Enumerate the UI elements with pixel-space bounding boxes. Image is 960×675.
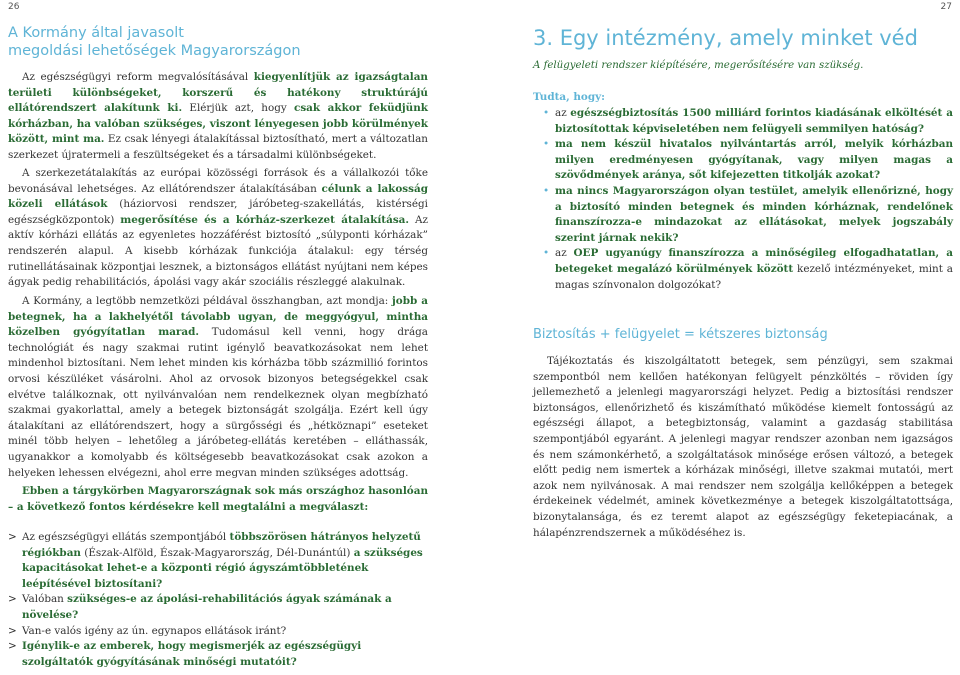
body-text: A Kormány, a legtöbb nemzetközi példával összhangban, azt mondja: [22,295,393,307]
emphasis-text: többszörösen hátrányos helyzetű régiókban [22,531,421,559]
bullet-icon: • [543,107,550,119]
subtitle: A felügyeleti rendszer kiépítésére, megerősítésére van szükség. [533,60,864,71]
arrow-icon: > [8,531,17,543]
page-number-right: 27 [940,2,952,12]
heading-line-1: A Kormány által javasolt [8,25,184,41]
emphasis-text: egészségbiztosítás 1500 milliárd forintos kiadásának elköltését a biztosítottak képviseletében nem felügyeli semmilyen hatóság? [555,107,953,135]
list-item [8,592,428,623]
body-text: Az egészségügyi ellátás szempontjából [22,531,230,543]
body-text: Elérjük azt, hogy [182,102,294,115]
body-text: az [555,247,574,260]
list-item [533,137,953,184]
paragraph-2 [8,166,428,291]
arrow-icon: > [8,593,17,606]
paragraph-1 [8,70,428,164]
body-text: (háziorvosi rendszer, járóbeteg-szakellátás, kistérségi egészségközpontok) [8,198,428,226]
list-item [533,106,953,137]
fact-list [533,106,953,293]
paragraph-right: Tájékoztatás és kiszolgáltatott betegek, sem pénzügyi, sem szakmai szempontból nem kellően hatékonyan felügyelt pénzköltés – röviden így jellemezhető a jelenlegi magyarországi helyzet. Pedig a biztosítási rendszer biztonságos, ellenőrizhető és kiszámítható működése kiemelt fontosságú az egészségi állapot, a betegbiztonság, valamint a gazdaság stabilitása szempontjából egyaránt. A jelenlegi magyar rendszer azonban nem igazságos és nem számonkérhető, a szolgáltatások minősége erősen változó, a betegek előtt pedig nem ismertek a kórházak minőségi, illetve szakmai mutatói, mert azok nem nyilvánosak. A mai rendszer nem szolgálja kellőképpen a betegek érdekeinek védelmét, aminek következménye a betegek kiszolgáltatottsága, bizonytalansága, és ez teremt alapot az egészségügy feketepiacának, a hálapénzrendszernek a működéséhez is. [533,355,953,539]
paragraph-3 [8,294,428,481]
section-heading-right: 3. Egy intézmény, amely minket véd [533,26,918,50]
emphasis-text: csak akkor feküdjünk kórházban, ha valóban szükséges, viszont lényegesen jobb körülmények között, mint ma. [8,102,428,146]
did-you-know-label: Tudta, hogy: [533,91,605,103]
arrow-icon: > [8,624,17,637]
body-text: Ez csak lényegi átalakítással biztosítható, mert a változatlan szerkezet újratermeli a feszültségeket és a társadalmi különbségeket. [8,133,428,161]
bullet-icon: • [543,184,550,197]
emphasis-text: célunk a lakosság közeli ellátások [8,182,429,211]
heading-line-2: megoldási lehetőségek Magyarországon [8,43,301,59]
body-text: az [555,107,571,119]
list-item [8,639,428,670]
paragraph-4: Ebben a tárgykörben Magyarországnak sok más országhoz hasonlóan – a következő fontos kérdésekre kell megtalálni a megválaszt: [8,485,428,513]
emphasis-text: kiegyenlítjük az igazságtalan területi különbségeket, korszerű és hatékony struktúrájú ellátórendszert alakítunk ki. [8,71,428,115]
section-subheading: Biztosítás + felügyelet = kétszeres biztonság [533,327,828,342]
bullet-icon: • [543,247,550,260]
body-text: kezelő intézményeket, mint a magas színvonalon dolgozókat? [555,262,953,291]
arrow-icon: > [8,640,17,653]
list-item [8,530,428,592]
body-text: Tudomásul kell venni, hogy drága technológiát és nagy szakmai rutint igénylő beavatkozásokat nem lehet mindenhol biztosítani. Nem lehet minden kis kórházba több százmillió forintos orvosi készüléket vásárolni. Ahol az orvosok bizonyos betegségekkel csak elvétve találkoznak, ott nyilvánvalóan nem rendelkeznek olyan megbízható szakmai gyakorlattal, amely a betegek biztonságát szolgálja. Ezért kell úgy átalakítani az ellátórendszert, hogy a sürgősségi és „hétköznapi” eseteket minél több helyen – lehetőleg a járóbeteg-ellátás keretében – elláthassák, ugyanakkor a komolyabb és költségesebb beavatkozásokat csak azokon a helyeken lehessen elvégezni, ahol erre megvan minden szükséges adottság. [8,326,428,479]
bullet-icon: • [543,138,550,151]
body-text: (Észak-Alföld, Észak-Magyarország, Dél-Dunántúl) [80,546,354,559]
body-text: Az egészségügyi reform megvalósításával [22,71,254,83]
body-text: Van-e valós igény az ún. egynapos ellátások iránt? [22,624,287,637]
list-item [8,624,428,640]
emphasis-text: megerősítése és a kórház-szerkezet átalakítása. [120,213,410,226]
emphasis-text: ma nem készül hivatalos nyilvántartás arról, melyik kórházban milyen eredményesen gyógyítanak, vagy milyen magas a szövődmények aránya, sőt kifejezetten titkolják azokat? [555,138,953,182]
emphasis-text: Igénylik-e az emberek, hogy megismerjék az egészségügyi szolgáltatók gyógyításának minőségi mutatóit? [22,640,362,668]
emphasis-text: a szükséges kapacitásokat lehet-e a központi régió ágyszámtöbbletének leépítésével biztosítani? [22,546,423,590]
section-heading-left [8,24,301,60]
emphasis-text: ma nincs Magyarországon olyan testület, amelyik ellenőrizné, hogy a biztosító minden betegnek és minden kórháznak, rendelőnek finanszírozza-e mindazokat az ellátásokat, melyek jogszabály szerint járnak nekik? [555,184,953,244]
page-number-left: 26 [8,2,20,12]
list-item [533,246,953,293]
body-text: A szerkezetátalakítás az európai közösségi források és a vállalkozói tőke bevonásával lehetséges. Az ellátórendszer átalakításában [8,167,428,195]
body-text: Az aktív kórházi ellátás az egyenletes hozzáférést biztosító „súlyponti kórházak” rendszerén alapul. A kisebb kórházak funkciója átalakul: egy térség rutinellátásainak központjai lesznek, a biztonságos ellátást nyújtani nem képes ágyak pedig rehabilitációs, ápolási vagy akár szociális részleggé alakulnak. [8,213,428,289]
emphasis-text: szükséges-e az ápolási-rehabilitációs ágyak számának a növelése? [22,593,392,621]
list-item [533,184,953,246]
body-text: Valóban [22,593,68,606]
emphasis-text: jobb a betegnek, ha a lakhelyétől távolabb ugyan, de meggyógyul, mintha közelben gyógyítatlan marad. [8,295,428,339]
question-list [8,530,428,670]
emphasis-text: OEP ugyanúgy finanszírozza a minőségileg elfogadhatatlan, a betegeket megalázó körülmények között [555,247,953,275]
